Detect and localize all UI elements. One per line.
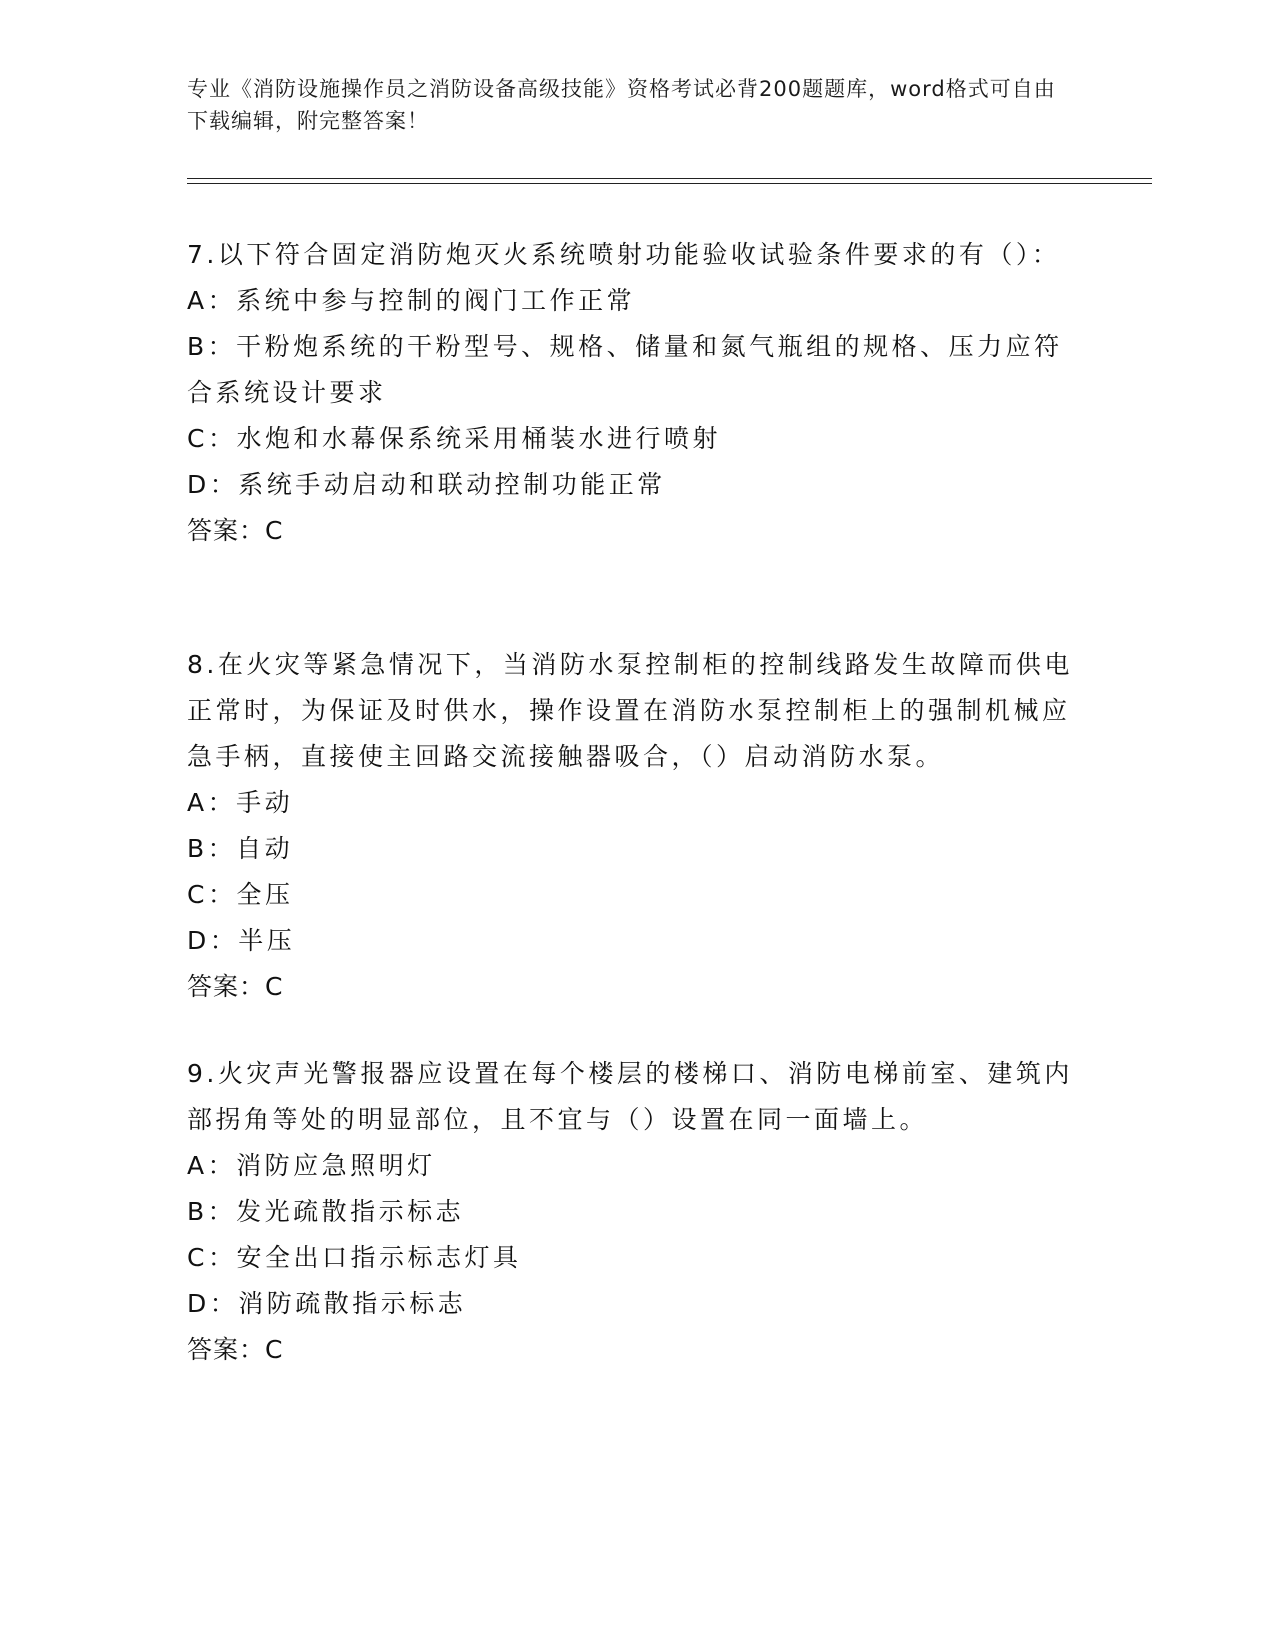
- option-c: C：全压: [187, 880, 294, 909]
- option-b: B：自动: [187, 834, 294, 863]
- answer: 答案：C: [187, 516, 284, 545]
- header-divider-bottom: [187, 183, 1152, 184]
- option-b: B：发光疏散指示标志: [187, 1197, 465, 1226]
- option-c: C：水炮和水幕保系统采用桶装水进行喷射: [187, 424, 721, 453]
- option-d: D：系统手动启动和联动控制功能正常: [187, 470, 666, 499]
- answer: 答案：C: [187, 972, 284, 1001]
- option-b: B：干粉炮系统的干粉型号、规格、储量和氮气瓶组的规格、压力应符合系统设计要求: [187, 332, 1063, 407]
- option-a: A：消防应急照明灯: [187, 1151, 436, 1180]
- document-header: 专业《消防设施操作员之消防设备高级技能》资格考试必背200题题库，word格式可自由下载编辑，附完整答案！: [187, 77, 1056, 133]
- option-d: D：消防疏散指示标志: [187, 1289, 467, 1318]
- question-stem: 9.火灾声光警报器应设置在每个楼层的楼梯口、消防电梯前室、建筑内部拐角等处的明显部位，且不宜与（）设置在同一面墙上。: [187, 1059, 1073, 1134]
- option-c: C：安全出口指示标志灯具: [187, 1243, 522, 1272]
- question-stem: 7.以下符合固定消防炮灭火系统喷射功能验收试验条件要求的有（）：: [187, 240, 1061, 269]
- question-9: [187, 1051, 1087, 1373]
- question-7: [187, 232, 1087, 554]
- option-a: A：系统中参与控制的阀门工作正常: [187, 286, 636, 315]
- option-d: D：半压: [187, 926, 296, 955]
- option-a: A：手动: [187, 788, 294, 817]
- answer: 答案：C: [187, 1335, 284, 1364]
- question-8: [187, 642, 1087, 1010]
- header-divider-top: [187, 178, 1152, 179]
- question-stem: 8.在火灾等紧急情况下，当消防水泵控制柜的控制线路发生故障而供电正常时，为保证及时供水，操作设置在消防水泵控制柜上的强制机械应急手柄，直接使主回路交流接触器吸合，（）启动消防水泵。: [187, 650, 1073, 771]
